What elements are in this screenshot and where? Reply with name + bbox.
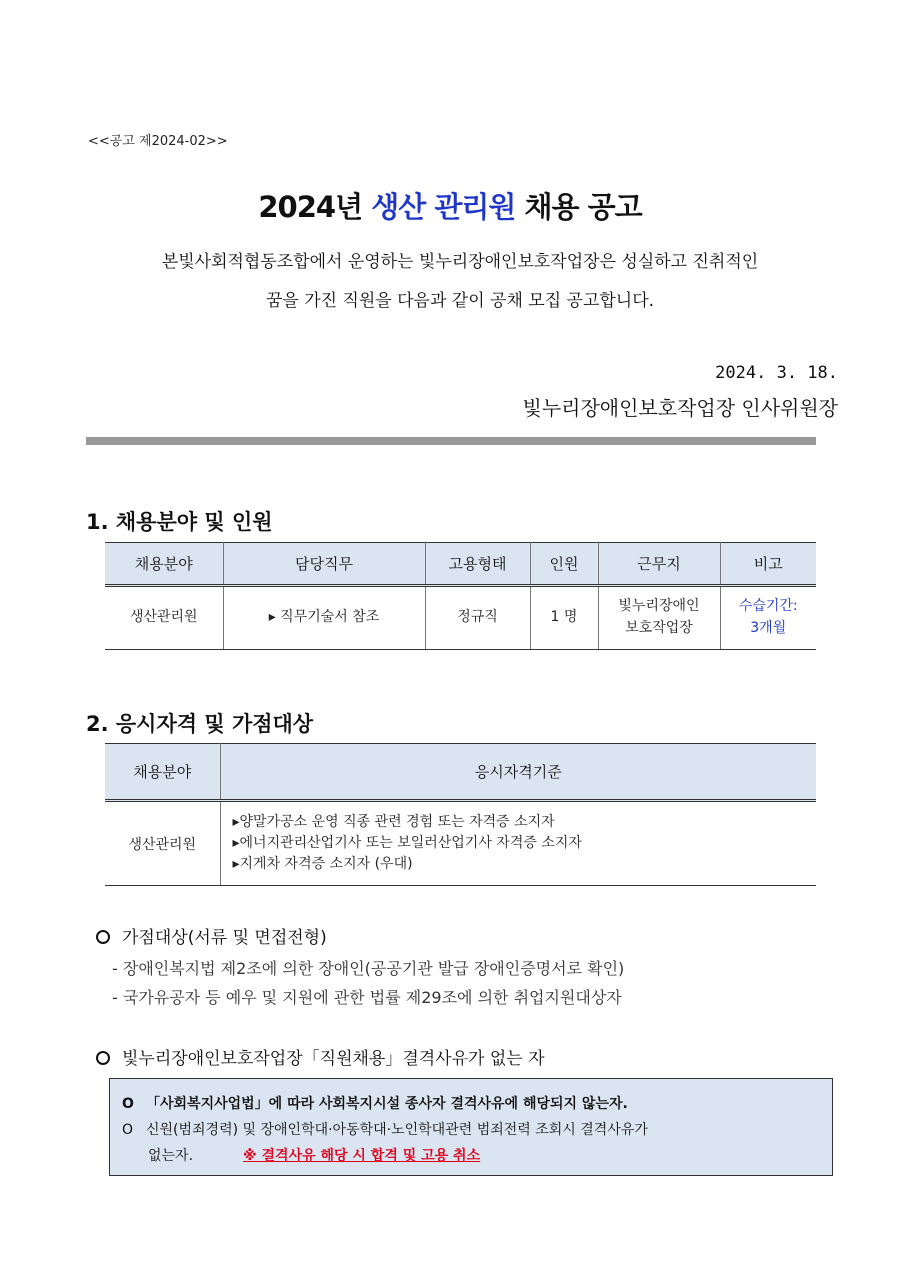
recruitment-table <box>105 542 816 650</box>
col-header-location: 근무지 <box>598 543 720 586</box>
qualification-table <box>105 743 816 886</box>
col-header-count: 인원 <box>530 543 598 586</box>
note-line-1: 수습기간: <box>738 598 798 615</box>
cell-duty: ▸ 직무기술서 참조 <box>223 586 425 650</box>
divider <box>86 437 816 445</box>
title-highlight: 생산 관리원 <box>371 190 516 224</box>
table-header-row <box>105 543 816 586</box>
criteria-item: ▸에너지관리산업기사 또는 보일러산업기사 자격증 소지자 <box>232 835 582 851</box>
bonus-heading-text: 가점대상(서류 및 면접전형) <box>122 928 327 948</box>
table-row <box>105 801 816 886</box>
col-header-type: 고용형태 <box>425 543 530 586</box>
col-header-field: 채용분야 <box>105 744 220 801</box>
disqualify-line-3 <box>148 1145 480 1165</box>
intro-line-1: 본빛사회적협동조합에서 운영하는 빛누리장애인보호작업장은 성실하고 진취적인 <box>161 252 759 272</box>
marker: O <box>122 1122 134 1138</box>
location-line-2: 보호작업장 <box>625 620 693 636</box>
disqualify-line-2 <box>122 1119 648 1139</box>
criteria-item: ▸양말가공소 운영 직종 관련 경험 또는 자격증 소지자 <box>232 814 555 830</box>
disqualify-line-1 <box>122 1093 628 1113</box>
location-line-1: 빛누리장애인 <box>618 598 700 615</box>
col-header-duty: 담당직무 <box>223 543 425 586</box>
intro-line-2: 꿈을 가진 직원을 다음과 같이 공채 모집 공고합니다. <box>265 291 655 311</box>
col-header-field: 채용분야 <box>105 543 223 586</box>
disqualify-heading <box>96 1044 545 1069</box>
section-1-heading: 1. 채용분야 및 인원 <box>86 510 273 534</box>
issuer: 빛누리장애인보호작업장 인사위원장 <box>522 396 838 420</box>
cell-location <box>598 586 720 650</box>
cell-note <box>720 586 816 650</box>
disqualify-text-1: 「사회복지사업법」에 따라 사회복지시설 종사자 결격사유에 해당되지 않는자. <box>146 1096 628 1112</box>
bonus-item: - 장애인복지법 제2조에 의한 장애인(공공기관 발급 장애인증명서로 확인) <box>112 959 625 978</box>
warning-text: ※ 결격사유 해당 시 합격 및 고용 취소 <box>243 1148 481 1164</box>
circle-bullet-icon <box>96 1051 110 1065</box>
marker: O <box>122 1096 134 1112</box>
disqualify-heading-text: 빛누리장애인보호작업장「직원채용」결격사유가 없는 자 <box>122 1049 545 1069</box>
disqualify-text-3: 없는자. <box>148 1148 194 1164</box>
table-row <box>105 586 816 650</box>
cell-criteria <box>220 801 816 886</box>
title-suffix: 채용 공고 <box>515 190 642 224</box>
circle-bullet-icon <box>96 930 110 944</box>
notice-number: <<공고 제2024-02>> <box>88 134 228 149</box>
page-title <box>0 185 900 226</box>
table-header-row <box>105 744 816 801</box>
col-header-criteria: 응시자격기준 <box>220 744 816 801</box>
criteria-item: ▸지게차 자격증 소지자 (우대) <box>232 856 413 872</box>
cell-type: 정규직 <box>425 586 530 650</box>
col-header-note: 비고 <box>720 543 816 586</box>
disqualify-box <box>109 1078 833 1176</box>
cell-field: 생산관리원 <box>105 586 223 650</box>
title-year: 2024년 <box>258 190 372 224</box>
note-line-2: 3개월 <box>750 620 787 636</box>
announcement-date: 2024. 3. 18. <box>715 363 838 383</box>
section-2-heading: 2. 응시자격 및 가점대상 <box>86 712 314 736</box>
bonus-heading <box>96 923 327 948</box>
cell-field: 생산관리원 <box>105 801 220 886</box>
bonus-item: - 국가유공자 등 예우 및 지원에 관한 법률 제29조에 의한 취업지원대상자 <box>112 988 622 1007</box>
cell-count: 1 명 <box>530 586 598 650</box>
disqualify-text-2: 신원(범죄경력) 및 장애인학대·아동학대·노인학대관련 범죄전력 조회시 결격사유가 <box>146 1122 648 1138</box>
